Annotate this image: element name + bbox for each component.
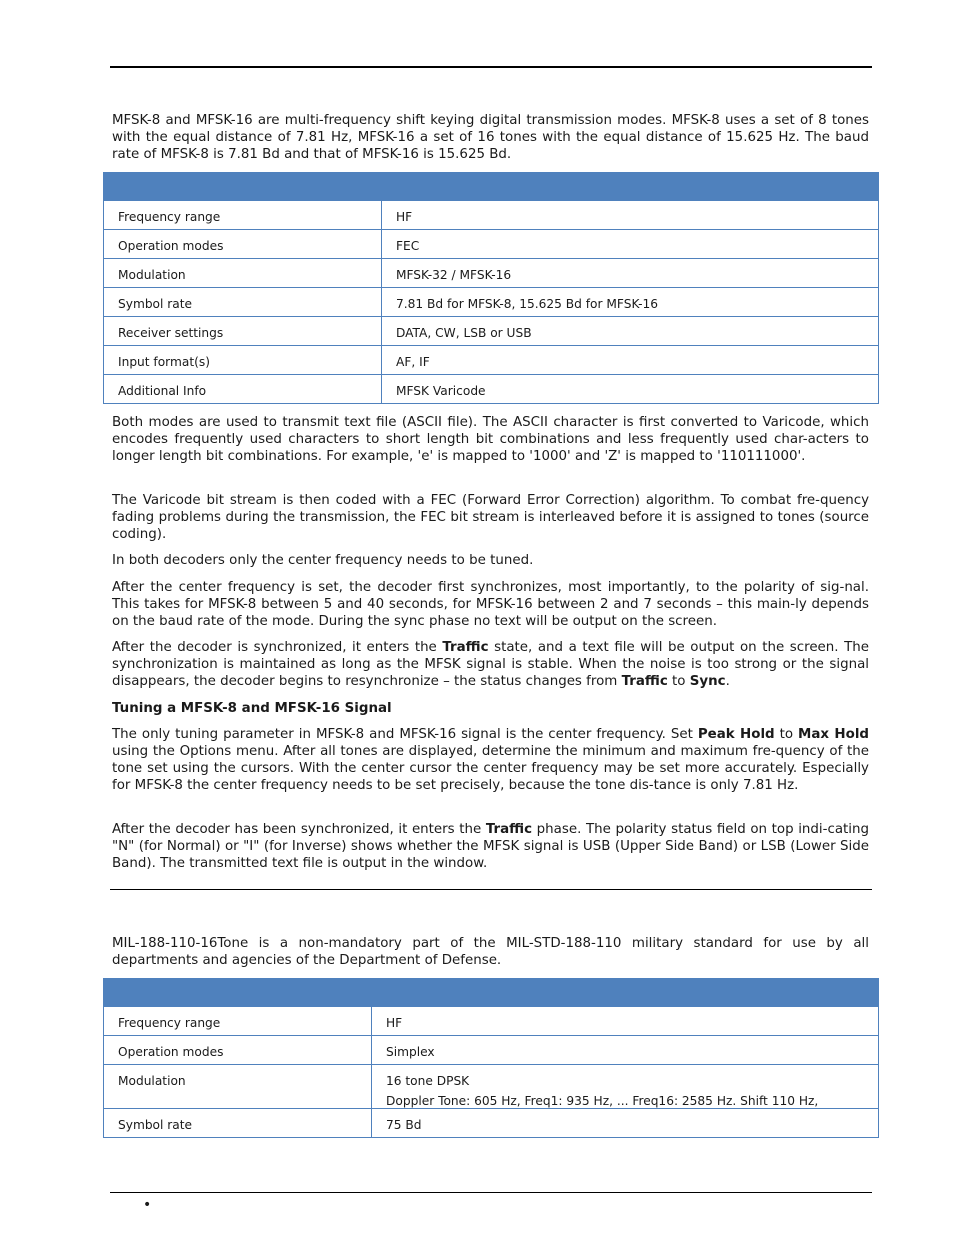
- spec-value: MFSK Varicode: [382, 375, 879, 404]
- text-run: .: [725, 674, 730, 689]
- spec-value: FEC: [382, 230, 879, 259]
- table-header-cell: [104, 173, 382, 201]
- spec-value: HF: [372, 1007, 879, 1036]
- table-row: [104, 1036, 879, 1065]
- spec-label: Input format(s): [104, 346, 382, 375]
- text-run: phase. The polarity status field on top indi-cating "N" (for Normal) or "I" (for Inverse) shows whether the MFSK signal is USB (Upper Side Band) or LSB (Lower Side Band). The transmitted text file is output in the window.: [112, 822, 870, 871]
- table-header-row: [104, 173, 879, 201]
- spec-label: Frequency range: [104, 1007, 372, 1036]
- paragraph-polarity: [112, 821, 869, 872]
- spec-value: AF, IF: [382, 346, 879, 375]
- spec-value: 7.81 Bd for MFSK-8, 15.625 Bd for MFSK-16: [382, 288, 879, 317]
- spec-value: 75 Bd: [372, 1109, 879, 1138]
- bold-term: Traffic: [621, 674, 668, 689]
- spec-value: Simplex: [372, 1036, 879, 1065]
- footer-rule: [110, 1192, 872, 1193]
- table-row: [104, 1065, 879, 1109]
- table-row: [104, 1109, 879, 1138]
- text-run: state, and a text file will be output on the screen. The synchronization is maintained as long as the MFSK signal is stable. When the noise is too strong or the signal disappears, the decoder begins to resynchronize – the status changes from: [112, 640, 869, 689]
- text-run: using the Options menu. After all tones are displayed, determine the minimum and maximum fre-quency of the tone set using the cursors. With the center cursor the center frequency may be set more accurately. Especially for MFSK-8 the center frequency needs to be set precisely, because the tone dis-tance is only 7.81 Hz.: [112, 744, 869, 793]
- text-run: After the decoder is synchronized, it enters the: [112, 640, 443, 655]
- table-row: [104, 317, 879, 346]
- table-row: [104, 346, 879, 375]
- mfsk-spec-table: [103, 172, 879, 404]
- bold-term: Sync: [689, 674, 726, 689]
- spec-label: Frequency range: [104, 201, 382, 230]
- section-divider: [110, 889, 872, 890]
- table-row: [104, 1007, 879, 1036]
- header-rule: [110, 66, 872, 68]
- paragraph-tuning: [112, 726, 869, 794]
- text-run: The only tuning parameter in MFSK-8 and MFSK-16 signal is the center frequency. Set: [112, 727, 698, 742]
- paragraph-varicode: Both modes are used to transmit text file (ASCII file). The ASCII character is first converted to Varicode, which encodes frequently used characters to short length bit combinations and less frequently used char-acters to longer length bit combinations. For example, 'e' is mapped to '1000' and 'Z' is mapped to '110111000'.: [112, 415, 869, 464]
- bold-term: Max Hold: [798, 727, 869, 742]
- bold-term: Traffic: [442, 640, 489, 655]
- spec-label: Operation modes: [104, 1036, 372, 1065]
- text-run: to: [774, 727, 799, 742]
- table-header-cell: [372, 979, 879, 1007]
- spec-label: Receiver settings: [104, 317, 382, 346]
- footer-bullet: •: [143, 1197, 152, 1213]
- text-run: to: [667, 674, 690, 689]
- bold-term: Peak Hold: [697, 727, 775, 742]
- table-row: [104, 375, 879, 404]
- spec-value-cell: [372, 1065, 879, 1109]
- paragraph-fec: The Varicode bit stream is then coded with a FEC (Forward Error Correction) algorithm. To combat fre-quency fading problems during the transmission, the FEC bit stream is interleaved before it is assigned to tones (source coding).: [112, 493, 869, 542]
- spec-value: MFSK-32 / MFSK-16: [382, 259, 879, 288]
- tuning-heading: Tuning a MFSK-8 and MFSK-16 Signal: [112, 701, 392, 716]
- paragraph-traffic: [112, 639, 869, 690]
- table-header-cell: [382, 173, 879, 201]
- spec-value: DATA, CW, LSB or USB: [382, 317, 879, 346]
- mfsk-intro: MFSK-8 and MFSK-16 are multi-frequency shift keying digital transmission modes. MFSK-8 uses a set of 8 tones with the equal distance of 7.81 Hz, MFSK-16 a set of 16 tones with the equal distance of 15.625 Hz. The baud rate of MFSK-8 is 7.81 Bd and that of MFSK-16 is 15.625 Bd.: [112, 113, 869, 162]
- table-row: [104, 201, 879, 230]
- mil-intro: MIL-188-110-16Tone is a non-mandatory part of the MIL-STD-188-110 military standard for use by all departments and agencies of the Department of Defense.: [112, 936, 869, 968]
- text-run: After the decoder has been synchronized, it enters the: [112, 822, 486, 837]
- spec-label: Operation modes: [104, 230, 382, 259]
- spec-value: 16 tone DPSK: [386, 1074, 470, 1088]
- table-row: [104, 230, 879, 259]
- bold-term: Traffic: [485, 822, 533, 837]
- spec-label: Modulation: [104, 1065, 372, 1109]
- spec-label: Modulation: [104, 259, 382, 288]
- table-header-cell: [104, 979, 372, 1007]
- mil-spec-table: [103, 978, 879, 1138]
- paragraph-sync: After the center frequency is set, the decoder first synchronizes, most importantly, to the polarity of sig-nal. This takes for MFSK-8 between 5 and 40 seconds, for MFSK-16 between 2 and 7 seconds – this main-ly depends on the baud rate of the mode. During the sync phase no text will be output on the screen.: [112, 580, 869, 629]
- spec-value-detail: Doppler Tone: 605 Hz, Freq1: 935 Hz, ... Freq16: 2585 Hz. Shift 110 Hz,: [386, 1094, 819, 1108]
- paragraph-center-frequency: In both decoders only the center frequency needs to be tuned.: [112, 553, 534, 568]
- spec-label: Symbol rate: [104, 1109, 372, 1138]
- spec-label: Additional Info: [104, 375, 382, 404]
- spec-label: Symbol rate: [104, 288, 382, 317]
- spec-value: HF: [382, 201, 879, 230]
- table-row: [104, 259, 879, 288]
- table-row: [104, 288, 879, 317]
- table-header-row: [104, 979, 879, 1007]
